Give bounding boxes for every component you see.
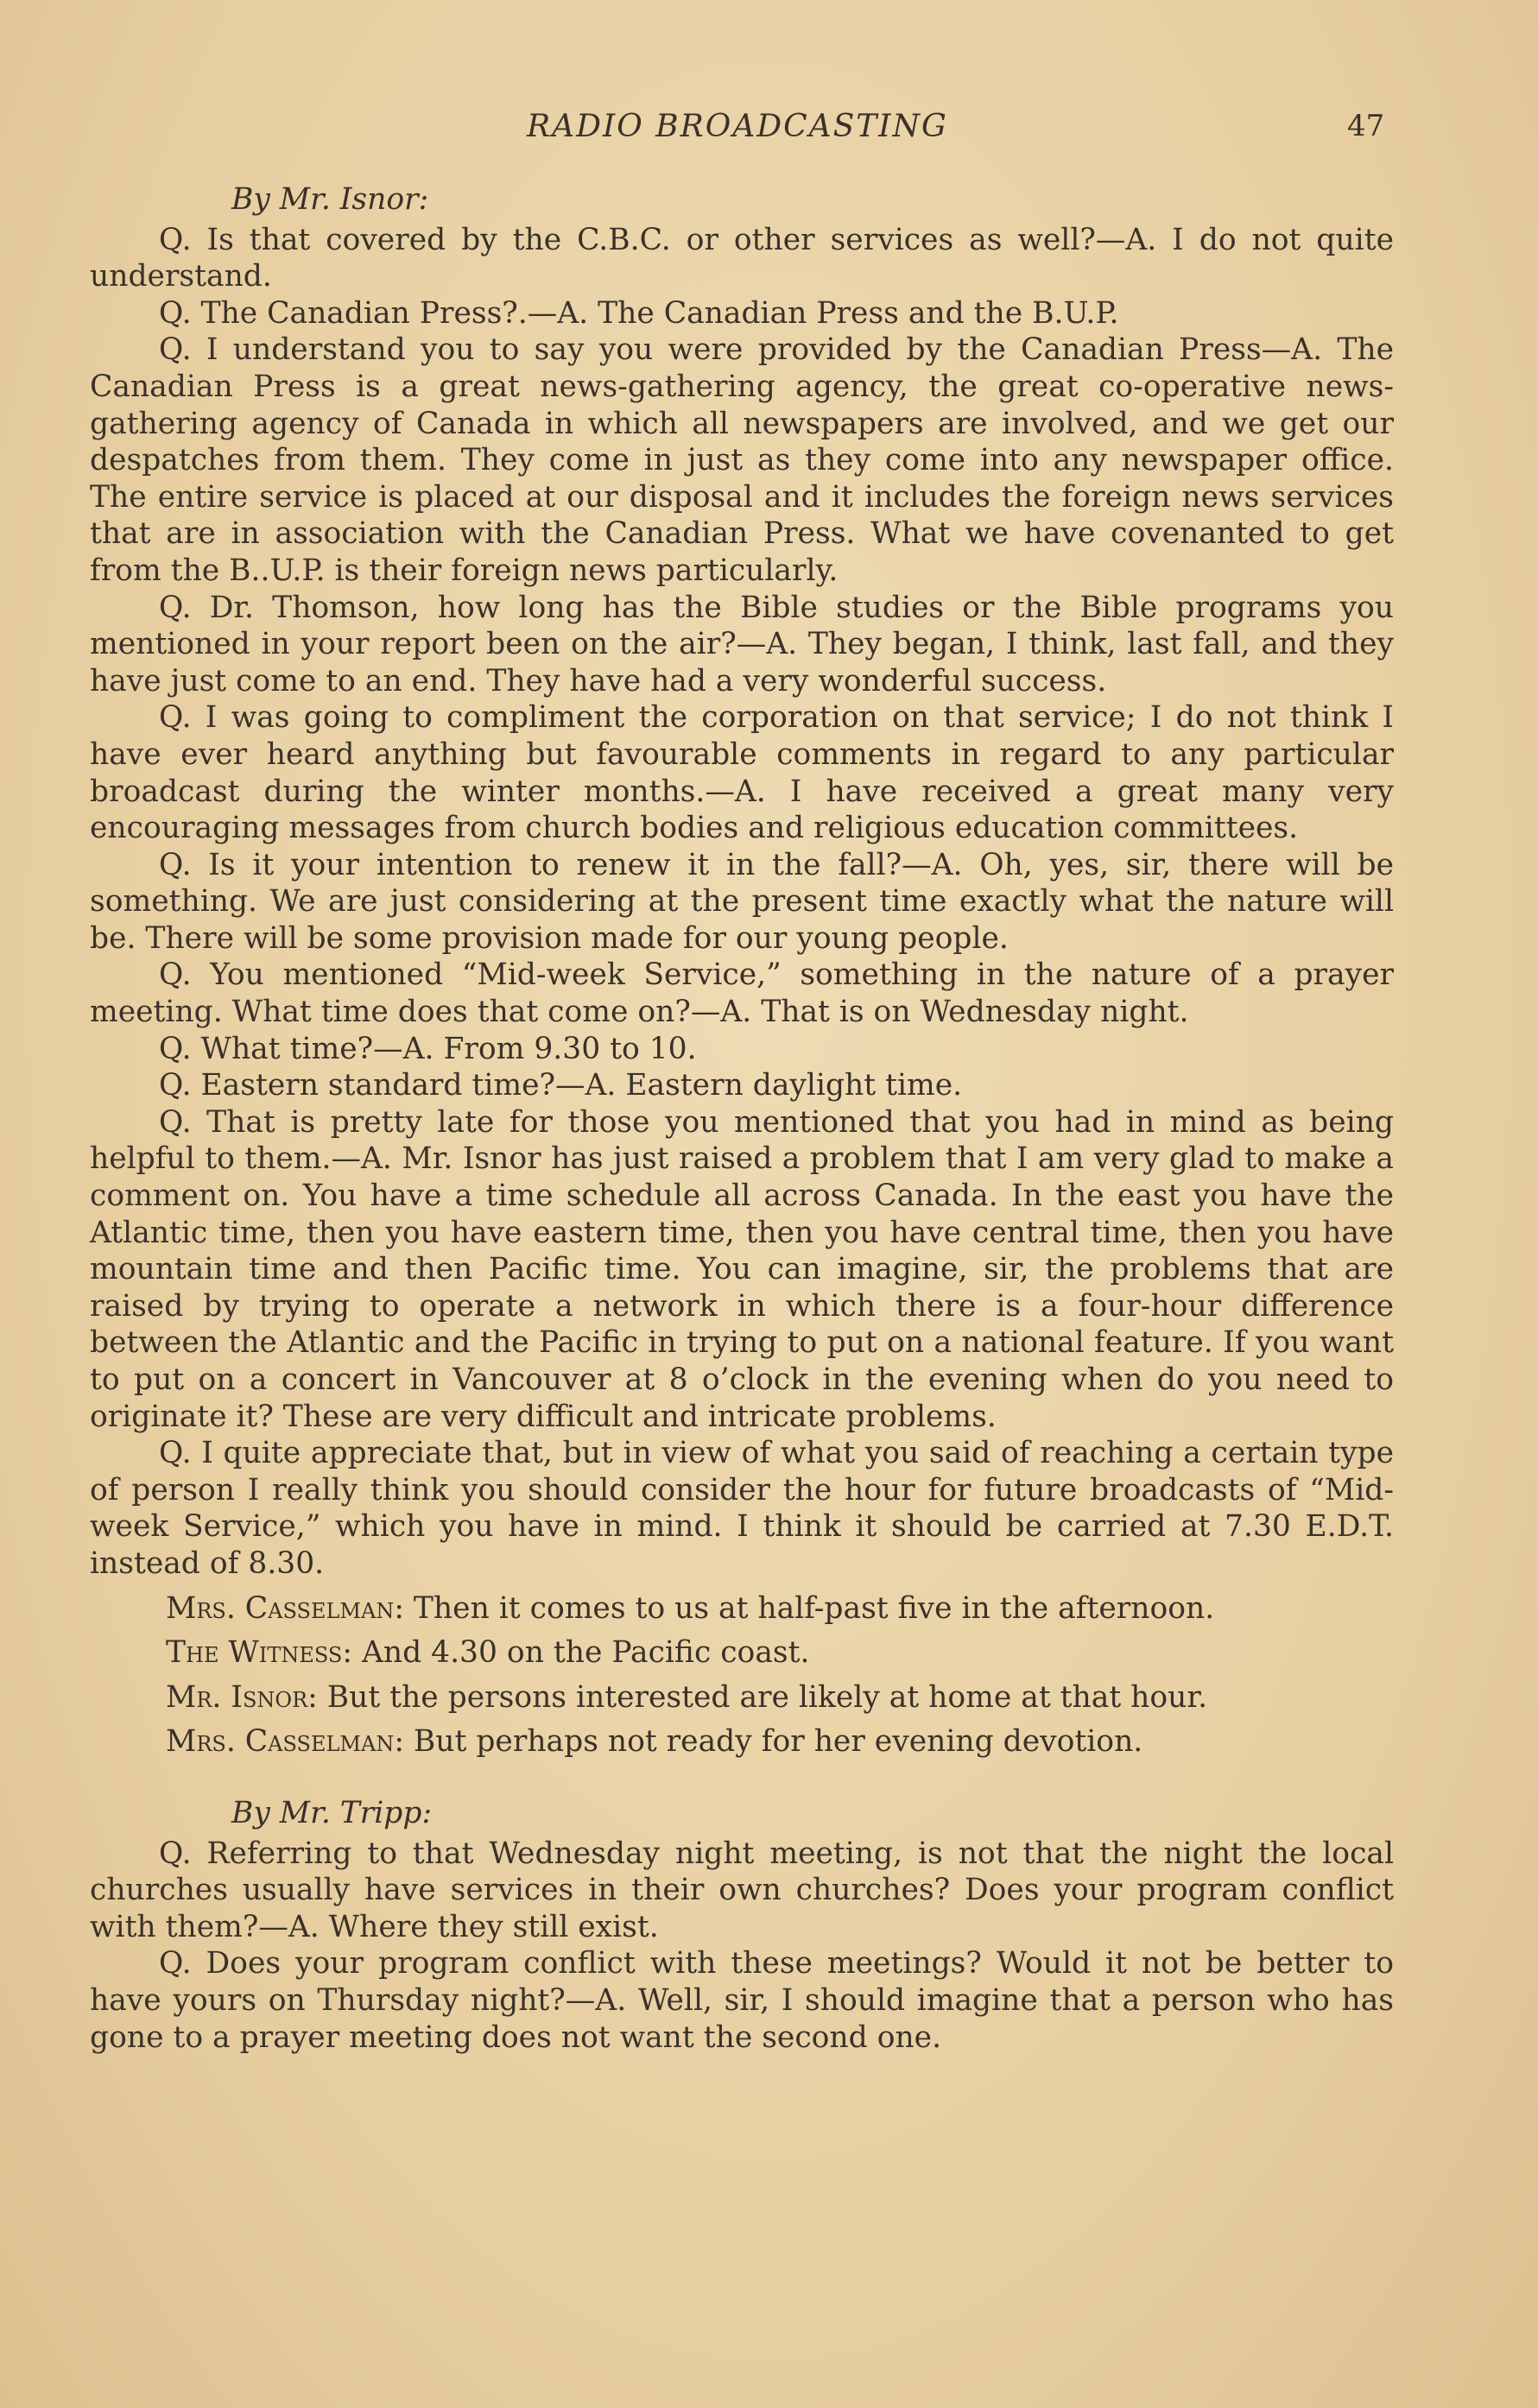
speaker-name: Mrs. Casselman: [166, 1724, 404, 1760]
speaker-name: Mr. Isnor: [166, 1679, 318, 1715]
page-number: 47 [1347, 109, 1385, 143]
paragraph: Q. I quite appreciate that, but in view of what you said of reaching a certain type of person I really think you should consider the hour for future broadcasts of “Mid-week Service,” which you have in mind. I think it should be carried at 7.30 E.D.T. instead of 8.30. [90, 1436, 1394, 1581]
paragraph: Q. Is that covered by the C.B.C. or other services as well?—A. I do not quite understand. [90, 222, 1394, 294]
by-line-isnor: By Mr. Isnor: [231, 182, 429, 217]
paragraph: Q. You mentioned “Mid-week Service,” something in the nature of a prayer meeting. What time does that come on?—A. That is on Wednesday night. [90, 958, 1394, 1030]
speaker-name: Mrs. Casselman: [166, 1590, 404, 1626]
paragraph: Q. The Canadian Press?.—A. The Canadian Press and the B.U.P. [159, 295, 1119, 331]
speech-line [90, 1679, 1394, 1716]
speech-line [90, 1723, 1394, 1760]
paragraph: Q. Is it your intention to renew it in the fall?—A. Oh, yes, sir, there will be something. We are just considering at the present time exactly what the nature will be. There will be some provision made for our young people. [90, 847, 1394, 956]
paragraph: Q. Dr. Thomson, how long has the Bible studies or the Bible programs you mentioned in your report been on the air?—A. They began, I think, last fall, and they have just come to an end. They have had a very wonderful success. [90, 590, 1394, 698]
paragraph: Q. Eastern standard time?—A. Eastern daylight time. [159, 1068, 963, 1103]
speech-line [90, 1590, 1394, 1627]
speech-text: But perhaps not ready for her evening devotion. [403, 1724, 1143, 1760]
paragraph: Q. What time?—A. From 9.30 to 10. [159, 1031, 697, 1066]
speaker-name: The Witness: [166, 1635, 352, 1671]
speech-text: And 4.30 on the Pacific coast. [351, 1635, 810, 1671]
paragraph: Q. Does your program conflict with these meetings? Would it not be better to have yours on Thursday night?—A. Well, sir, I should imagine that a person who has gone to a prayer meeting does not want the second one. [90, 1946, 1394, 2055]
by-line-tripp: By Mr. Tripp: [231, 1795, 433, 1830]
page-header [0, 102, 1538, 154]
body-text [90, 181, 1394, 2056]
speech-line [90, 1634, 1394, 1672]
paragraph: Q. That is pretty late for those you mentioned that you had in mind as being helpful to them.—A. Mr. Isnor has just raised a problem that I am very glad to make a comment on. You have a time schedule all across Canada. In the east you have the Atlantic time, then you have eastern time, then you have central time, then you have mountain time and then Pacific time. You can imagine, sir, the problems that are raised by trying to operate a network in which there is a four-hour difference between the Atlantic and the Pacific in trying to put on a national feature. If you want to put on a concert in Vancouver at 8 o’clock in the evening when do you need to originate it? These are very difficult and intricate problems. [90, 1104, 1394, 1434]
paragraph: Q. I understand you to say you were provided by the Canadian Press—A. The Canadian Press is a great news-gathering agency, the great co-operative news-gathering agency of Canada in which all newspapers are involved, and we get our despatches from them. They come in just as they come into any newspaper office. The entire service is placed at our disposal and it includes the foreign news services that are in association with the Canadian Press. What we have covenanted to get from the B..U.P. is their foreign news particularly. [90, 332, 1394, 588]
speech-text: Then it comes to us at half-past five in the afternoon. [403, 1590, 1215, 1626]
paragraph: Q. Referring to that Wednesday night meeting, is not that the night the local churches usually have services in their own churches? Does your program conflict with them?—A. Where they still exist. [90, 1836, 1394, 1944]
paragraph: Q. I was going to compliment the corporation on that service; I do not think I have ever heard anything but favourable comments in regard to any particular broadcast during the winter months.—A. I have received a great many very encouraging messages from church bodies and religious education committees. [90, 700, 1394, 846]
running-title: RADIO BROADCASTING [527, 109, 948, 144]
speech-text: But the persons interested are likely at home at that hour. [317, 1679, 1208, 1715]
